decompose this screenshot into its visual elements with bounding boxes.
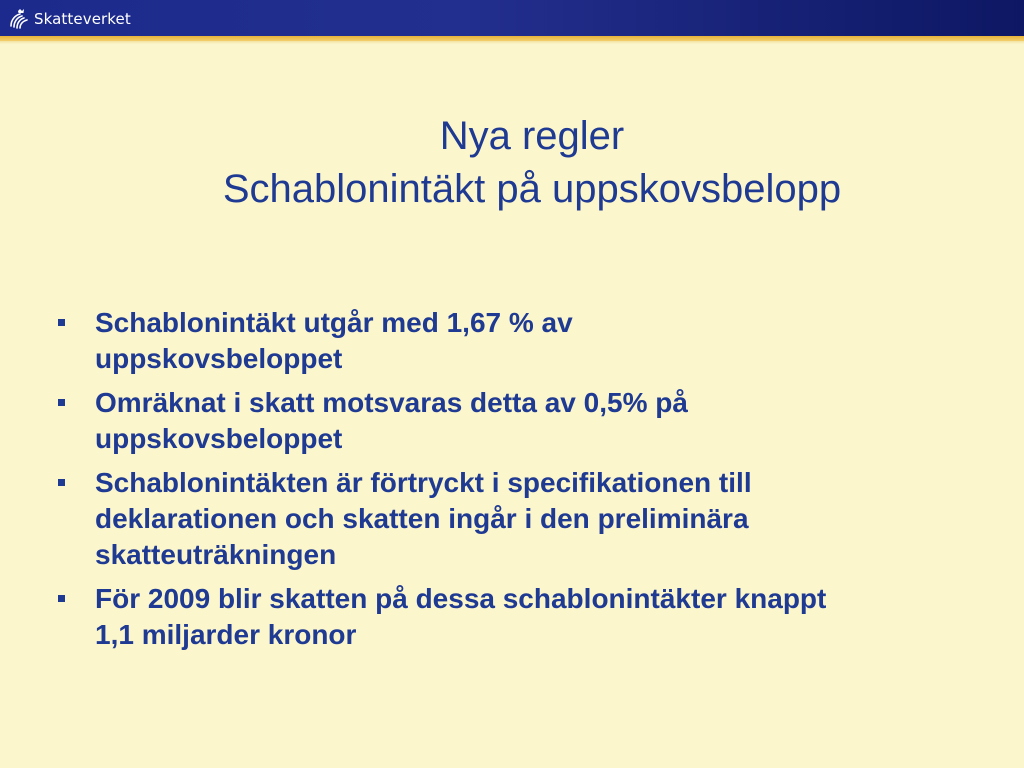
bullet-text-line: 1,1 miljarder kronor	[95, 619, 357, 650]
bullet-text-line: skatteuträkningen	[95, 539, 337, 570]
bullet-text-line: uppskovsbeloppet	[95, 423, 343, 454]
skatteverket-logo	[8, 8, 131, 30]
bullet-item	[58, 305, 1008, 377]
bullet-list	[58, 305, 1008, 661]
header-shadow	[0, 41, 1024, 44]
bullet-text-line: deklarationen och skatten ingår i den preliminära	[95, 503, 749, 534]
square-bullet-icon	[58, 399, 65, 406]
bullet-text-line: Schablonintäkten är förtryckt i specifikationen till	[95, 467, 752, 498]
bullet-text-line: För 2009 blir skatten på dessa schablonintäkter knappt	[95, 583, 827, 614]
bullet-item	[58, 465, 1008, 573]
square-bullet-icon	[58, 595, 65, 602]
bullet-text-line: Schablonintäkt utgår med 1,67 % av	[95, 307, 573, 338]
bullet-item	[58, 385, 1008, 457]
header-bar	[0, 0, 1024, 36]
title-line-2: Schablonintäkt på uppskovsbelopp	[222, 167, 842, 211]
slide-title	[20, 110, 1024, 216]
crown-swirl-icon	[8, 8, 30, 30]
bullet-text-line: Omräknat i skatt motsvaras detta av 0,5% på	[95, 387, 688, 418]
title-line-1: Nya regler	[439, 114, 625, 158]
bullet-text-line: uppskovsbeloppet	[95, 343, 343, 374]
square-bullet-icon	[58, 319, 65, 326]
logo-text: Skatteverket	[34, 10, 131, 28]
square-bullet-icon	[58, 479, 65, 486]
bullet-item	[58, 581, 1008, 653]
